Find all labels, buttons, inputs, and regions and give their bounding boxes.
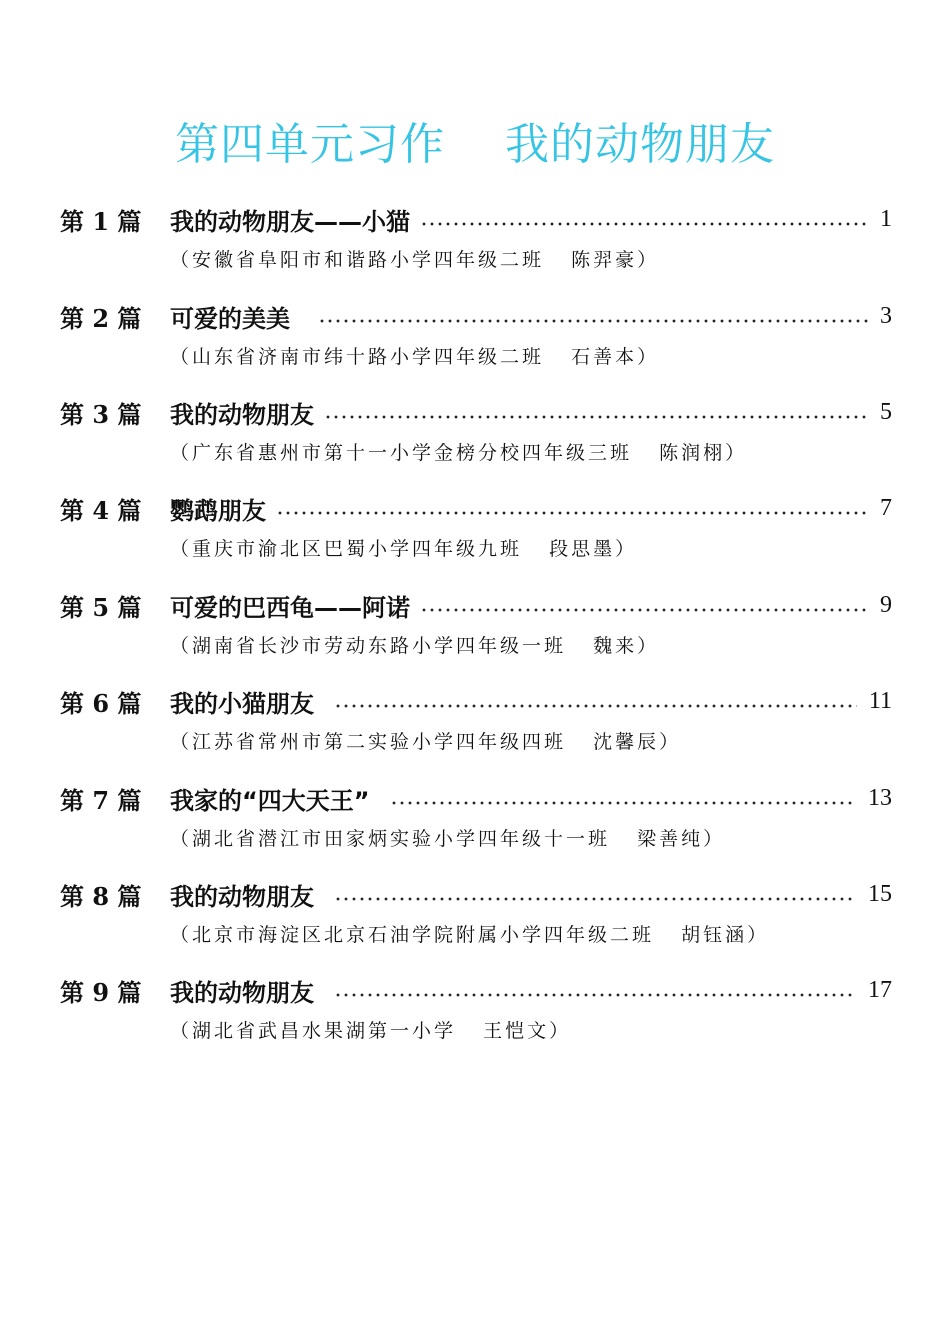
entry-number: 第 4 篇 [60,495,142,525]
entry-page-number: 1 [880,205,892,232]
entry-title[interactable]: 我的动物朋友 [170,978,314,1007]
dot-leader [390,801,856,805]
dot-leader [420,222,868,226]
toc-entry-line[interactable] [60,392,892,432]
entry-number: 第 3 篇 [60,399,142,429]
toc-entry-8[interactable] [0,874,950,964]
dot-leader [334,897,856,901]
toc-entry-1[interactable] [0,199,950,289]
entry-title[interactable]: 我家的“四大天王” [170,786,370,815]
entry-title[interactable]: 我的动物朋友 [170,882,314,911]
toc-entry-line[interactable] [60,488,892,528]
toc-entry-line[interactable] [60,296,892,336]
toc-entry-6[interactable] [0,681,950,771]
toc-entry-line[interactable] [60,778,892,818]
toc-entry-line[interactable] [60,681,892,721]
entry-number: 第 5 篇 [60,592,142,622]
toc-entry-4[interactable] [0,488,950,578]
entry-number: 第 9 篇 [60,977,142,1007]
toc-entry-5[interactable] [0,585,950,675]
toc-entry-line[interactable] [60,970,892,1010]
dot-leader [276,511,868,515]
toc-entry-2[interactable] [0,296,950,386]
entry-author-source: （广东省惠州市第十一小学金榜分校四年级三班 陈润栩） [170,442,748,464]
toc-entry-line[interactable] [60,199,892,239]
entry-page-number: 7 [880,494,892,521]
entry-author-source: （江苏省常州市第二实验小学四年级四班 沈馨辰） [170,731,682,753]
dot-leader [420,608,868,612]
entry-author-source: （湖南省长沙市劳动东路小学四年级一班 魏来） [170,635,660,657]
entry-author-source: （安徽省阜阳市和谐路小学四年级二班 陈羿豪） [170,249,660,271]
entry-title[interactable]: 我的小猫朋友 [170,689,314,718]
toc-entry-line[interactable] [60,874,892,914]
dot-leader [318,319,868,323]
page-title: 第四单元习作 我的动物朋友 [175,119,775,170]
toc-entry-9[interactable] [0,970,950,1060]
entry-number: 第 8 篇 [60,881,142,911]
entry-number: 第 1 篇 [60,206,142,236]
entry-title[interactable]: 可爱的巴西龟——阿诺 [170,593,410,622]
toc-entry-line[interactable] [60,585,892,625]
entry-author-source: （山东省济南市纬十路小学四年级二班 石善本） [170,346,660,368]
dot-leader [334,993,856,997]
entry-page-number: 17 [868,976,892,1003]
dot-leader [324,415,868,419]
toc-entry-7[interactable] [0,778,950,868]
entry-page-number: 3 [880,302,892,329]
entry-number: 第 6 篇 [60,688,142,718]
entry-page-number: 9 [880,591,892,618]
entry-author-source: （湖北省潜江市田家炳实验小学四年级十一班 梁善纯） [170,828,726,850]
toc-entry-3[interactable] [0,392,950,482]
entry-author-source: （湖北省武昌水果湖第一小学 王恺文） [170,1020,572,1042]
entry-number: 第 2 篇 [60,303,142,333]
entry-author-source: （北京市海淀区北京石油学院附属小学四年级二班 胡钰涵） [170,924,770,946]
entry-page-number: 5 [880,398,892,425]
entry-page-number: 15 [868,880,892,907]
entry-page-number: 13 [868,784,892,811]
entry-title[interactable]: 鹦鹉朋友 [170,496,266,525]
entry-title[interactable]: 我的动物朋友 [170,400,314,429]
entry-number: 第 7 篇 [60,785,142,815]
entry-page-number: 11 [868,687,892,714]
entry-title[interactable]: 我的动物朋友——小猫 [170,207,410,236]
entry-author-source: （重庆市渝北区巴蜀小学四年级九班 段思墨） [170,538,638,560]
entry-title[interactable]: 可爱的美美 [170,304,290,333]
dot-leader [334,704,857,708]
